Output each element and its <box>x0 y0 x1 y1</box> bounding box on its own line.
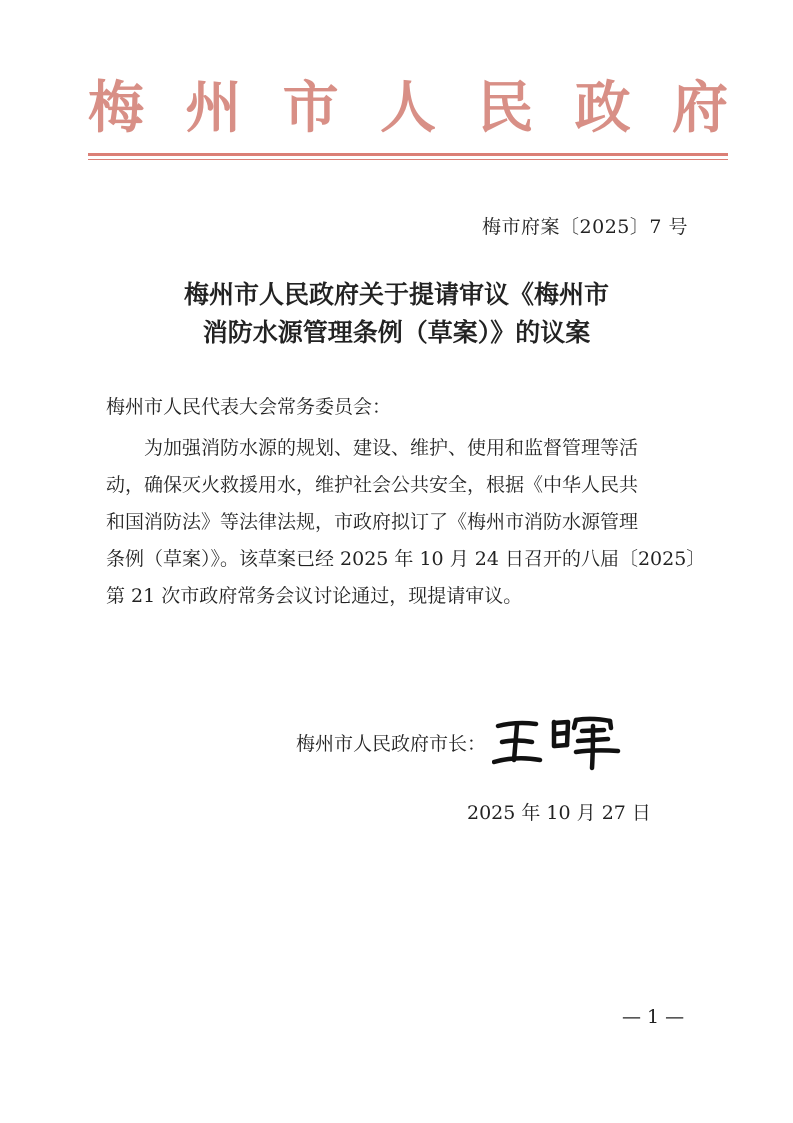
title-line-1: 梅州市人民政府关于提请审议《梅州市 <box>183 280 609 309</box>
signature-block <box>296 712 632 772</box>
masthead-org-name <box>88 76 728 142</box>
body-line: 动，确保灭火救援用水，维护社会公共安全，根据《中华人民共 <box>106 474 639 496</box>
body-line: 条例（草案）》。该草案已经 2025 年 10 月 24 日召开的八届〔2025〕 <box>106 548 706 570</box>
masthead-char: 府 <box>671 76 728 141</box>
title-line-2: 消防水源管理条例（草案）》的议案 <box>202 318 591 347</box>
document-title <box>90 276 703 352</box>
masthead-char: 梅 <box>88 76 144 141</box>
masthead-char: 政 <box>574 76 631 141</box>
masthead-divider-thick <box>88 153 728 156</box>
handwritten-signature <box>492 712 632 772</box>
body-line: 和国消防法》等法律法规，市政府拟订了《梅州市消防水源管理 <box>106 511 639 533</box>
masthead-char: 人 <box>379 76 436 141</box>
signer-label: 梅州市人民政府市长： <box>296 732 487 755</box>
body-line: 第 21 次市政府常务会议讨论通过，现提请审议。 <box>106 585 523 607</box>
masthead-char: 州 <box>185 76 242 141</box>
body-line: 为加强消防水源的规划、建设、维护、使用和监督管理等活 <box>144 437 639 459</box>
masthead-char: 市 <box>282 76 339 141</box>
salutation: 梅州市人民代表大会常务委员会： <box>106 396 392 418</box>
issue-date: 2025 年 10 月 27 日 <box>467 802 651 824</box>
masthead-char: 民 <box>477 76 534 141</box>
body-text <box>106 430 706 615</box>
page-number: — 1 — <box>622 1006 685 1028</box>
document-number: 梅市府案〔2025〕7 号 <box>482 216 688 238</box>
masthead-divider-thin <box>88 159 728 160</box>
